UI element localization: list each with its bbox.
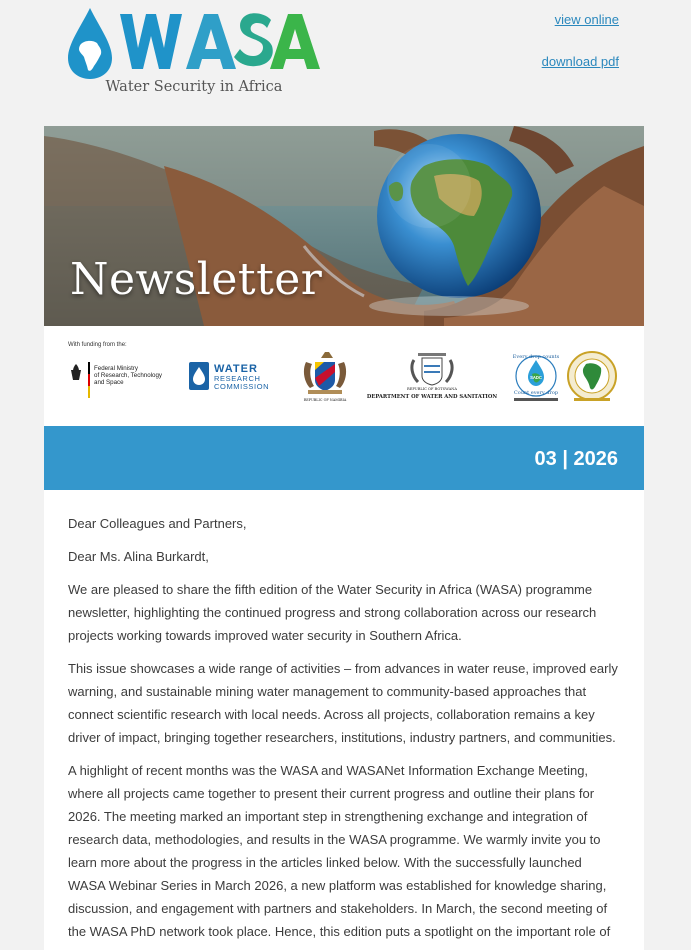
bmftr-line-2: of Research, Technology	[94, 372, 162, 379]
issue-date-bar	[44, 426, 644, 490]
salutation-general: Dear Colleagues and Partners,	[68, 516, 247, 531]
activities-paragraph: This issue showcases a wide range of activities – from advances in water reuse, improved early warning, and sustainable mining water management to community-based approaches that connect scientific research with local needs. Across all projects, collaboration remains a key driver of impact, bringing together researchers, institutions, industry partners, and communities.	[68, 661, 618, 745]
newsletter-title: Newsletter	[70, 254, 323, 305]
download-pdf-link[interactable]: download pdf	[541, 54, 619, 69]
logo-tagline: Water Security in Africa	[105, 79, 283, 95]
hero-banner	[44, 126, 644, 326]
wrc-logo[interactable]	[188, 360, 278, 396]
sadc-motto-2: Count every drop	[513, 390, 559, 396]
bmftr-line-1: Federal Ministry	[94, 365, 139, 372]
bmftr-logo[interactable]	[68, 360, 178, 404]
sadc-label: SADC	[530, 375, 542, 380]
bmftr-line-3: and Space	[94, 379, 124, 386]
sadc-motto-1: Every drop counts	[512, 354, 560, 360]
wrc-line-2: RESEARCH	[214, 374, 261, 383]
namibia-coat-of-arms[interactable]	[300, 348, 350, 404]
highlight-paragraph: A highlight of recent months was the WASA and WASANet Information Exchange Meeting, where all projects came together to present their current progress and outline their plans for 2026. The meeting marked an important step in strengthening exchange and integration of research data, methodologies, and results in the WASA programme. We warmly invite you to learn more about the progress in the articles linked below. With the successfully launched WASA Webinar Series in March 2026, a new platform was established for knowledge sharing, discussion, and engagement with partners and stakeholders. In March, the second meeting of the WASA PhD network took place. Hence, this edition puts a spotlight on the important role of	[68, 763, 611, 939]
wrc-line-1: WATER	[214, 363, 258, 375]
newsletter-header	[0, 0, 691, 126]
salutation-personal: Dear Ms. Alina Burkardt,	[68, 549, 209, 564]
newsletter-body	[44, 490, 644, 950]
funders-strip	[44, 326, 644, 426]
dws-caption: DEPARTMENT OF WATER AND SANITATION	[366, 394, 498, 400]
namibia-caption: REPUBLIC OF NAMIBIA	[303, 398, 347, 402]
wrc-line-3: COMMISSION	[214, 382, 270, 391]
botswana-caption: REPUBLIC OF BOTSWANA	[407, 387, 457, 391]
view-online-link[interactable]: view online	[554, 12, 619, 27]
intro-paragraph: We are pleased to share the fifth edition of the Water Security in Africa (WASA) programme newsletter, highlighting the continued progress and strong collaboration across our research projects working towards improved water security in Southern Africa.	[68, 582, 597, 643]
funding-label: With funding from the:	[68, 342, 127, 348]
sadc-au-logos[interactable]	[510, 350, 622, 404]
issue-number: 03 | 2026	[534, 448, 618, 470]
botswana-dws-logo[interactable]	[366, 350, 498, 402]
